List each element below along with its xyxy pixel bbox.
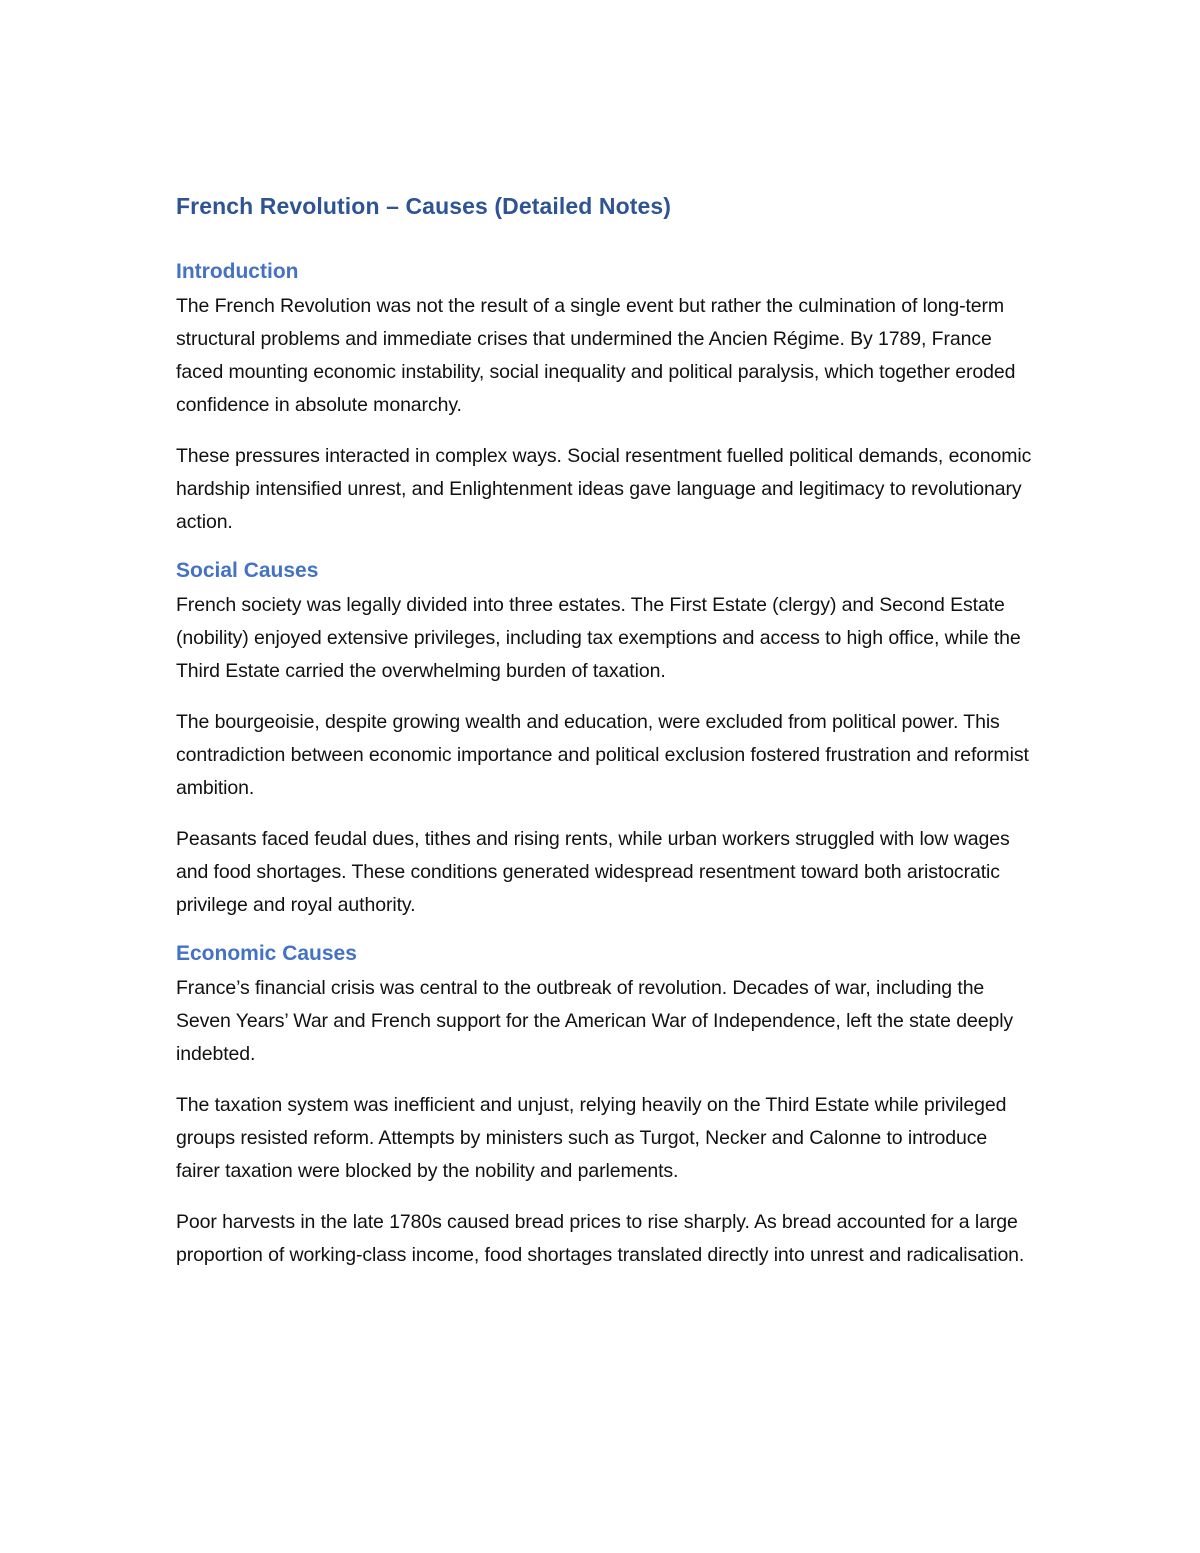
section-heading: Introduction (176, 260, 299, 283)
paragraph: The French Revolution was not the result of a single event but rather the culmination of long-term structural problems and immediate crises that undermined the Ancien Régime. By 1789, France faced mounting economic instability, social inequality and political paralysis, which together eroded confidence in absolute monarchy. (176, 295, 1016, 416)
document-title: French Revolution – Causes (Detailed Notes) (176, 193, 672, 219)
paragraph: Peasants faced feudal dues, tithes and rising rents, while urban workers struggled with low wages and food shortages. These conditions generated widespread resentment toward both aristocratic privilege and royal authority. (176, 828, 1010, 916)
document-body (176, 190, 1036, 1290)
section-heading: Social Causes (176, 559, 319, 582)
paragraph: The taxation system was inefficient and unjust, relying heavily on the Third Estate while privileged groups resisted reform. Attempts by ministers such as Turgot, Necker and Calonne to introduce fairer taxation were blocked by the nobility and parlements. (176, 1094, 1007, 1182)
section-economic-causes (176, 940, 1036, 1272)
section-heading: Economic Causes (176, 942, 357, 965)
paragraph: French society was legally divided into three estates. The First Estate (clergy) and Second Estate (nobility) enjoyed extensive privileges, including tax exemptions and access to high office, while the Third Estate carried the overwhelming burden of taxation. (176, 594, 1021, 682)
paragraph: These pressures interacted in complex ways. Social resentment fuelled political demands, economic hardship intensified unrest, and Enlightenment ideas gave language and legitimacy to revolutionary action. (176, 445, 1032, 533)
section-introduction (176, 258, 1036, 539)
section-social-causes (176, 557, 1036, 922)
paragraph: The bourgeoisie, despite growing wealth and education, were excluded from political power. This contradiction between economic importance and political exclusion fostered frustration and reformist ambition. (176, 711, 1029, 799)
paragraph: France’s financial crisis was central to the outbreak of revolution. Decades of war, including the Seven Years’ War and French support for the American War of Independence, left the state deeply indebted. (176, 977, 1014, 1065)
paragraph: Poor harvests in the late 1780s caused bread prices to rise sharply. As bread accounted for a large proportion of working-class income, food shortages translated directly into unrest and radicalisation. (176, 1211, 1025, 1266)
